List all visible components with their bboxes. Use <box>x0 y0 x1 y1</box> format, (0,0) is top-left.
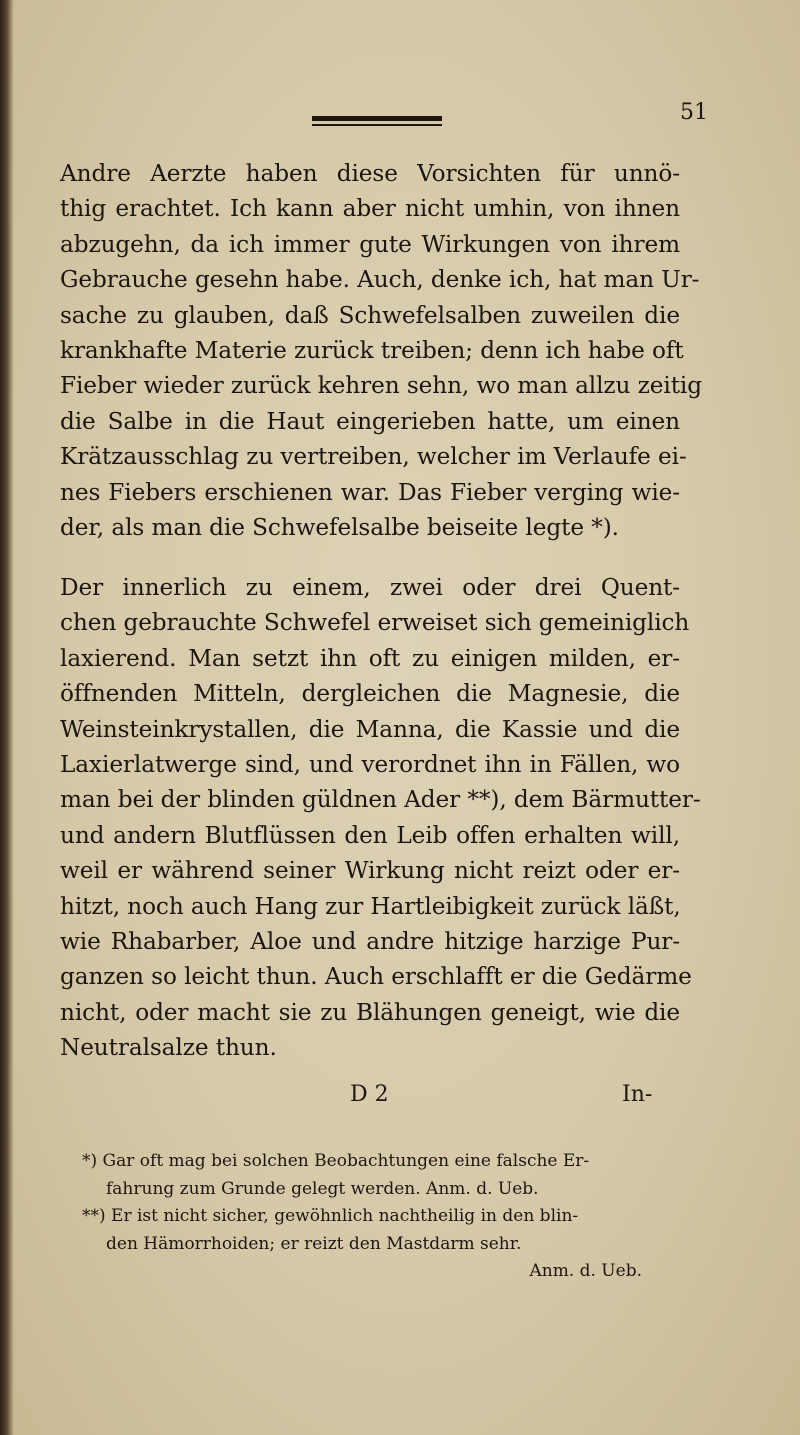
text-line: Fieber wieder zurück kehren sehn, wo man allzu zeitig <box>60 372 702 400</box>
header-rule <box>312 116 442 126</box>
footnote-1-line-2: fahrung zum Grunde gelegt werden. Anm. d. Ueb. <box>106 1178 539 1199</box>
catchword: In- <box>622 1082 653 1107</box>
text-line: sache zu glauben, daß Schwefelsalben zuweilen die <box>60 301 680 329</box>
text-line: Neutralsalze thun. <box>60 1034 277 1062</box>
book-spine-shadow <box>0 0 14 1435</box>
text-line: thig erachtet. Ich kann aber nicht umhin, von ihnen <box>60 195 680 223</box>
text-line: Gebrauche gesehn habe. Auch, denke ich, hat man Ur- <box>60 266 700 294</box>
text-line: ganzen so leicht thun. Auch erschlafft er die Gedärme <box>60 963 692 991</box>
text-line: laxierend. Man setzt ihn oft zu einigen milden, er- <box>60 644 680 672</box>
text-line: man bei der blinden güldnen Ader **), dem Bärmutter- <box>60 786 701 814</box>
paragraph-2 <box>60 570 701 1066</box>
footnote-1-line-1 <box>82 1148 682 1176</box>
footnote-text: Gar oft mag bei solchen Beobachtungen eine falsche Er- <box>102 1151 590 1171</box>
text-line: Laxierlatwerge sind, und verordnet ihn in Fällen, wo <box>60 751 680 779</box>
text-line: der, als man die Schwefelsalbe beiseite legte *). <box>60 514 619 542</box>
text-line: nicht, oder macht sie zu Blähungen geneigt, wie die <box>60 998 680 1026</box>
footnote-2-line-2: den Hämorrhoiden; er reizt den Mastdarm sehr. <box>106 1233 522 1254</box>
text-line: Krätzausschlag zu vertreiben, welcher im Verlaufe ei- <box>60 443 687 471</box>
footnote-2-line-1 <box>82 1203 682 1231</box>
footnote-2-attribution: Anm. d. Ueb. <box>529 1261 642 1281</box>
text-line: weil er während seiner Wirkung nicht reizt oder er- <box>60 857 680 885</box>
text-line: die Salbe in die Haut eingerieben hatte, um einen <box>60 407 680 435</box>
text-line: öffnenden Mitteln, dergleichen die Magnesie, die <box>60 680 680 708</box>
text-line: hitzt, noch auch Hang zur Hartleibigkeit zurück läßt, <box>60 892 681 920</box>
text-line: chen gebrauchte Schwefel erweiset sich gemeiniglich <box>60 609 690 637</box>
text-line: nes Fiebers erschienen war. Das Fieber verging wie- <box>60 478 680 506</box>
footnote-marker: **) <box>82 1206 106 1226</box>
page-number: 51 <box>680 100 708 125</box>
text-line: Der innerlich zu einem, zwei oder drei Quent- <box>60 574 680 601</box>
text-line: abzugehn, da ich immer gute Wirkungen von ihrem <box>60 230 680 258</box>
text-line: wie Rhabarber, Aloe und andre hitzige harzige Pur- <box>60 928 680 956</box>
footnote-text: Er ist nicht sicher, gewöhnlich nachtheilig in den blin- <box>111 1206 579 1226</box>
header-rule-thin <box>312 124 442 126</box>
footnotes <box>82 1148 682 1286</box>
text-line: Andre Aerzte haben diese Vorsichten für unnö- <box>60 160 680 187</box>
text-line: krankhafte Materie zurück treiben; denn ich habe oft <box>60 337 684 365</box>
text-line: und andern Blutflüssen den Leib offen erhalten will, <box>60 821 680 849</box>
signature-mark: D 2 <box>350 1082 389 1107</box>
footnote-marker: *) <box>82 1151 98 1171</box>
text-line: Weinsteinkrystallen, die Manna, die Kassie und die <box>60 715 680 743</box>
paragraph-1 <box>60 156 702 545</box>
header-rule-thick <box>312 116 442 121</box>
